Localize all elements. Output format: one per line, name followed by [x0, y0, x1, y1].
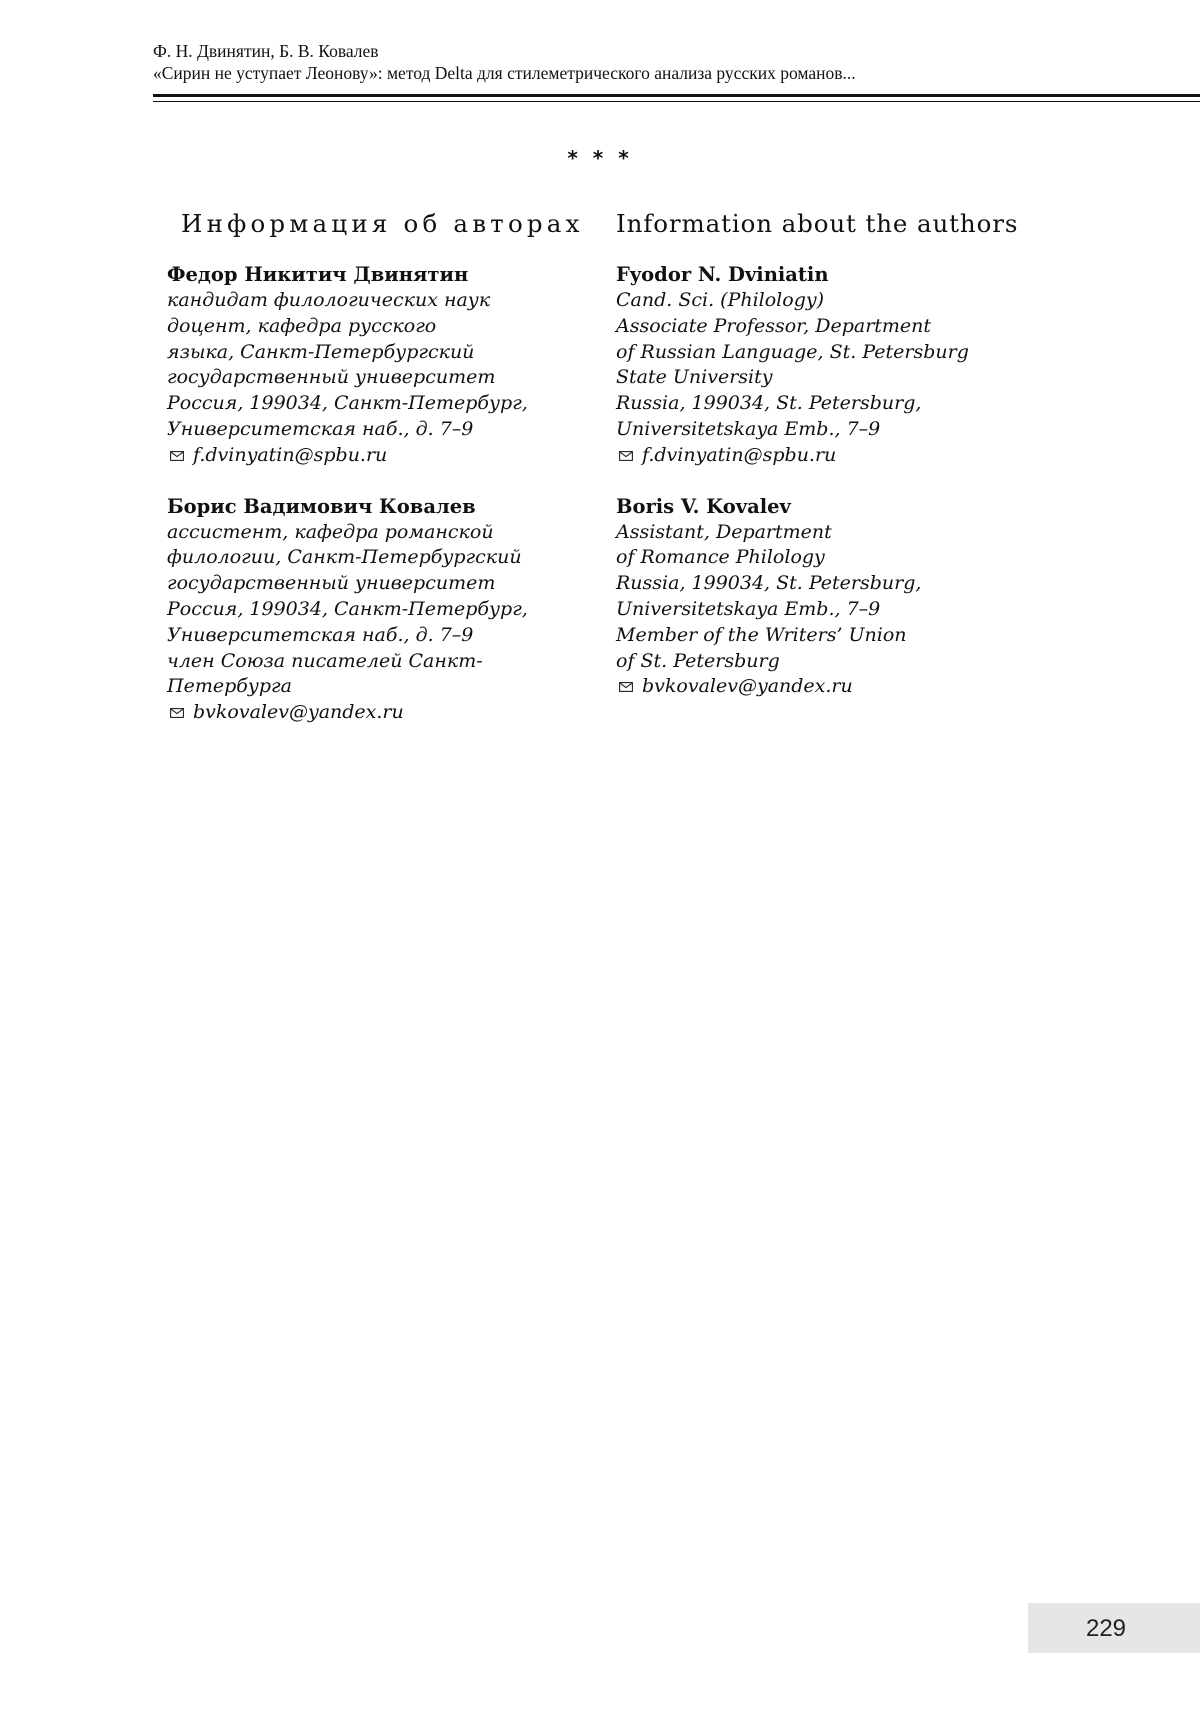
- envelope-icon: [619, 451, 633, 461]
- header-rule-thick: [153, 94, 1200, 97]
- author-name: Fyodor N. Dviniatin: [616, 263, 829, 286]
- author-detail-line: филологии, Санкт-Петербургский: [167, 546, 522, 569]
- author-block-ru-1: [167, 262, 587, 469]
- author-detail-line: State University: [616, 366, 773, 389]
- author-email-row: [616, 443, 1086, 469]
- author-detail-line: государственный университет: [167, 572, 496, 595]
- author-block-en-1: [616, 262, 1086, 469]
- author-name: Boris V. Kovalev: [616, 494, 791, 518]
- author-detail-line: of Romance Philology: [616, 546, 825, 569]
- running-head: [153, 40, 1200, 84]
- author-detail-line: Университетская наб., д. 7–9: [167, 623, 474, 646]
- separator-asterisks: * * *: [567, 146, 633, 170]
- author-detail-line: кандидат филологических наук: [167, 289, 491, 311]
- author-detail-line: Россия, 199034, Санкт-Петербург,: [167, 597, 528, 620]
- author-email[interactable]: bvkovalev@yandex.ru: [193, 701, 404, 724]
- author-email-row: [616, 674, 1086, 700]
- page-number: 229: [1085, 1615, 1127, 1642]
- envelope-icon: [170, 708, 184, 718]
- author-name: Борис Вадимович Ковалев: [167, 494, 476, 518]
- author-detail-line: языка, Санкт-Петербургский: [167, 340, 475, 363]
- section-separator: [0, 146, 1200, 170]
- envelope-icon: [170, 451, 184, 461]
- author-block-en-2: [616, 494, 1086, 701]
- author-name: Федор Никитич Двинятин: [167, 263, 469, 286]
- page-number-box: [1028, 1603, 1200, 1653]
- author-detail-line: Россия, 199034, Санкт-Петербург,: [167, 392, 528, 415]
- author-email[interactable]: f.dvinyatin@spbu.ru: [193, 443, 388, 466]
- author-detail-line: Cand. Sci. (Philology): [616, 289, 825, 311]
- author-detail-line: Russia, 199034, St. Petersburg,: [616, 572, 922, 595]
- author-detail-line: of St. Petersburg: [616, 649, 780, 672]
- author-detail-line: Петербурга: [167, 675, 292, 698]
- author-email-row: [167, 700, 587, 726]
- author-detail-line: ассистент, кафедра романской: [167, 520, 494, 543]
- author-block-ru-2: [167, 494, 587, 726]
- envelope-icon: [619, 682, 633, 692]
- author-detail-line: Universitetskaya Emb., 7–9: [616, 597, 881, 620]
- author-email[interactable]: f.dvinyatin@spbu.ru: [642, 443, 837, 466]
- author-detail-line: of Russian Language, St. Petersburg: [616, 340, 969, 363]
- running-head-title: «Сирин не уступает Леонову»: метод Delta для стилеметрического анализа русских романов...: [153, 63, 856, 83]
- author-email[interactable]: bvkovalev@yandex.ru: [642, 675, 853, 698]
- author-detail-line: Assistant, Department: [616, 520, 832, 543]
- heading-ru: Информация об авторах: [181, 209, 584, 238]
- author-detail-line: Russia, 199034, St. Petersburg,: [616, 392, 922, 415]
- authors-info-ru: [167, 208, 587, 751]
- author-detail-line: доцент, кафедра русского: [167, 314, 437, 337]
- author-detail-line: Universitetskaya Emb., 7–9: [616, 417, 881, 440]
- header-rule-thin: [153, 101, 1200, 102]
- author-email-row: [167, 443, 587, 469]
- author-detail-line: Университетская наб., д. 7–9: [167, 417, 474, 440]
- author-detail-line: государственный университет: [167, 366, 496, 389]
- author-detail-line: Associate Professor, Department: [616, 314, 932, 337]
- authors-info-en: [616, 208, 1086, 725]
- heading-en: Information about the authors: [616, 209, 1019, 238]
- author-detail-line: Member of the Writers’ Union: [616, 623, 907, 646]
- running-head-authors: Ф. Н. Двинятин, Б. В. Ковалев: [153, 41, 379, 61]
- author-detail-line: член Союза писателей Санкт-: [167, 649, 483, 672]
